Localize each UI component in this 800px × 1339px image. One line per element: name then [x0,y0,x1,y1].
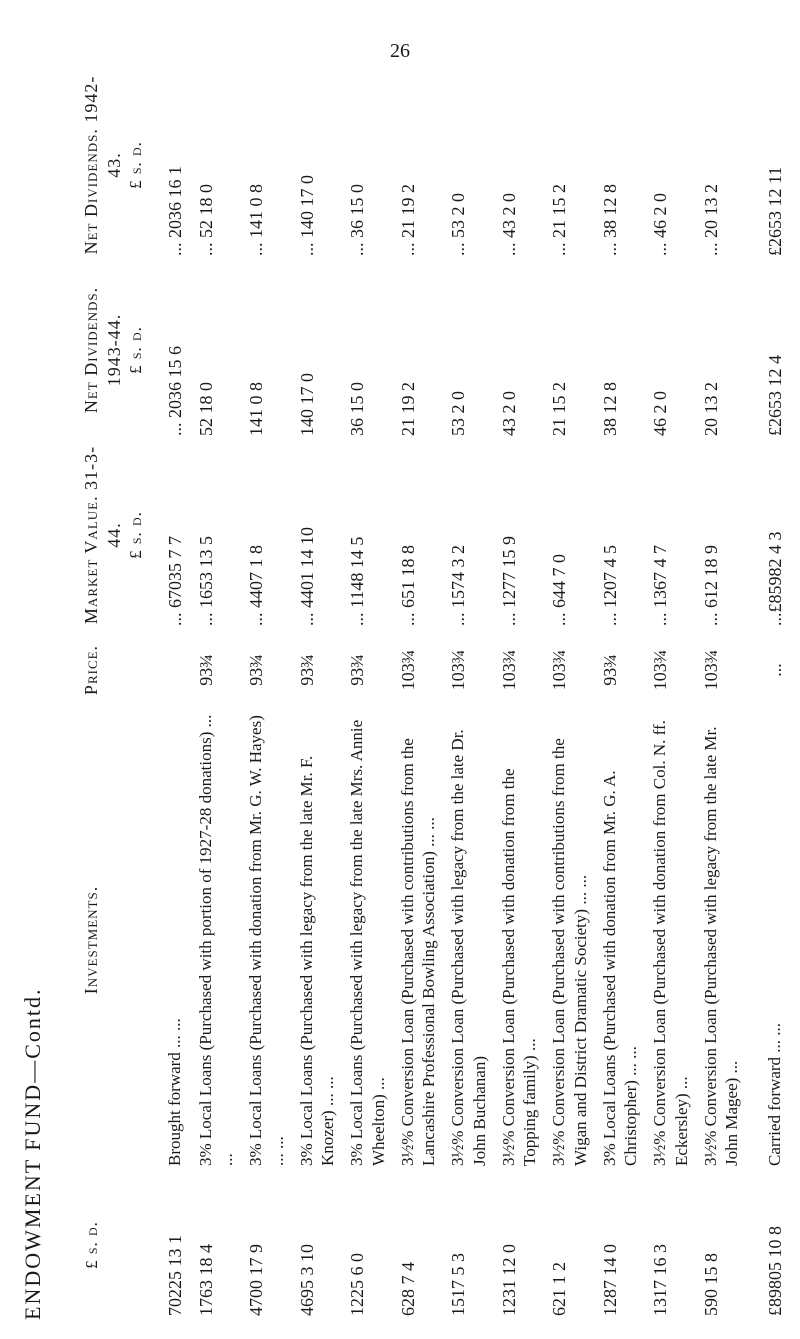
table-row [544,70,595,1320]
price-header: Price. [81,644,101,696]
total-dividend-1943-44-cell: £2653 12 4 [765,355,786,436]
table-row [696,70,747,1320]
market-value-cell: ... 1277 15 9 [498,536,519,626]
dividend-1943-44-cell: 38 12 8 [599,382,620,436]
dividend-1942-43-cell: ... 43 2 0 [498,193,519,256]
table-row [292,70,343,1320]
market-value-cell: ... 1207 4 5 [599,545,620,626]
price-cell: 103¾ [650,649,671,691]
dividend-1943-44-cell: ... 2036 15 6 [165,346,186,436]
price-cell: 93¾ [599,654,620,686]
investment-cell: 3% Local Loans (Purchased with donation from Mr. G. W. Hayes) ... ... [246,715,287,1166]
net-dividends-1943-44-header: Net Dividends. 1943-44. £ s. d. [81,286,145,414]
total-amount-cell: £89805 10 8 [765,1226,786,1316]
table-row [160,70,191,1320]
market-value-cell: ... 651 18 8 [397,545,418,626]
amount-cell: 4700 17 9 [246,1244,267,1316]
amount-cell: 621 1 2 [549,1262,570,1316]
dividend-1942-43-cell: ... 21 15 2 [549,184,570,256]
amount-cell: 1231 12 0 [498,1244,519,1316]
price-cell: 93¾ [195,654,216,686]
table-row [595,70,646,1320]
total-row [746,70,791,1320]
net-dividends-1942-43-header: Net Dividends. 1942-43. £ s. d. [81,75,145,255]
amount-cell: 628 7 4 [397,1262,418,1316]
amount-cell: 1517 5 3 [448,1253,469,1316]
dividend-1942-43-cell: ... 21 19 2 [397,184,418,256]
dividend-1942-43-cell: ... 36 15 0 [347,184,368,256]
table-row [241,70,292,1320]
investment-cell: 3½% Conversion Loan (Purchased with contributions from the Wigan and District Dramatic Society) ... ... [549,738,590,1166]
market-value-cell: ... 644 7 0 [549,554,570,626]
amount-cell: 590 15 8 [700,1253,721,1316]
dividend-1942-43-cell: ... 2036 16 1 [165,166,186,256]
market-value-cell: ... 1653 13 5 [195,536,216,626]
dividend-1942-43-cell: ... 53 2 0 [448,193,469,256]
price-cell: 93¾ [246,654,267,686]
total-price-cell: ... [765,663,786,677]
investment-cell: 3% Local Loans (Purchased with donation from Mr. G. A. Christopher) ... ... [599,770,640,1166]
dividend-1943-44-cell: 53 2 0 [448,391,469,436]
dividend-1943-44-cell: 43 2 0 [498,391,519,436]
dividend-1942-43-cell: ... 140 17 0 [296,175,317,256]
dividend-1943-44-cell: 20 13 2 [700,382,721,436]
dividend-1943-44-cell: 140 17 0 [296,373,317,436]
market-value-cell: ... 1148 14 5 [347,536,368,626]
table-row [393,70,444,1320]
price-cell: 103¾ [498,649,519,691]
investment-cell: 3½% Conversion Loan (Purchased with donation from the Topping family) ... [498,768,539,1166]
investment-cell: 3% Local Loans (Purchased with legacy from the late Mr. F. Knozer) ... ... [296,755,337,1166]
market-value-header: Market Value. 31-3-44. £ s. d. [81,445,145,625]
amount-cell: 1287 14 0 [599,1244,620,1316]
investment-cell: 3½% Conversion Loan (Purchased with legacy from the late Dr. John Buchanan) [448,729,489,1166]
total-market-value-cell: ...£85982 4 3 [765,531,786,626]
dividend-1942-43-cell: ... 52 18 0 [195,184,216,256]
table-row [443,70,494,1320]
total-dividend-1942-43-cell: £2653 12 11 [765,166,786,256]
amount-cell: 1317 16 3 [650,1244,671,1316]
market-value-cell: ... 67035 7 7 [165,536,186,626]
price-cell [160,630,191,710]
dividend-1942-43-cell: ... 38 12 8 [599,184,620,256]
table-row [494,70,545,1320]
price-cell: 93¾ [296,654,317,686]
amount-cell: 1763 18 4 [195,1244,216,1316]
dividend-1943-44-cell: 21 15 2 [549,382,570,436]
amount-header: £ s. d. [82,1221,101,1269]
price-cell: 103¾ [397,649,418,691]
market-value-cell: ... 1367 4 7 [650,545,671,626]
investment-cell: 3½% Conversion Loan (Purchased with legacy from the late Mr. John Magee) ... [700,726,741,1166]
dividend-1943-44-cell: 21 19 2 [397,382,418,436]
dividend-1943-44-cell: 52 18 0 [195,382,216,436]
investment-cell: Brought forward ... ... [165,1018,185,1166]
price-cell: 103¾ [700,649,721,691]
market-value-cell: ... 4401 14 10 [296,527,317,626]
table-row [645,70,696,1320]
amount-cell: 1225 6 0 [347,1253,368,1316]
investment-cell: 3% Local Loans (Purchased with legacy from the late Mrs. Annie Wheelton) ... [347,719,388,1166]
price-cell: 93¾ [347,654,368,686]
market-value-cell: ... 612 18 9 [700,545,721,626]
investment-cell: 3% Local Loans (Purchased with portion of 1927-28 donations) ... ... [195,714,236,1166]
endowment-fund-table [80,70,791,1320]
page-title: ENDOWMENT FUND—Contd. [20,987,45,1320]
table-row [342,70,393,1320]
dividend-1942-43-cell: ... 46 2 0 [650,193,671,256]
dividend-1943-44-cell: 141 0 8 [246,382,267,436]
dividend-1943-44-cell: 36 15 0 [347,382,368,436]
price-cell: 103¾ [549,649,570,691]
amount-cell: 70225 13 1 [165,1235,186,1316]
total-investment-cell: Carried forward ... ... [765,1022,785,1166]
table-row [191,70,242,1320]
amount-cell: 4695 3 10 [296,1244,317,1316]
investment-cell: 3½% Conversion Loan (Purchased with donation from Col. N. ff. Eckersley) ... [650,720,691,1166]
dividend-1943-44-cell: 46 2 0 [650,391,671,436]
page-number: 26 [390,40,410,62]
price-cell: 103¾ [448,649,469,691]
investments-header: Investments. [81,885,101,995]
dividend-1942-43-cell: ... 20 13 2 [700,184,721,256]
header-row [80,70,160,1320]
dividend-1942-43-cell: ... 141 0 8 [246,184,267,256]
market-value-cell: ... 4407 1 8 [246,545,267,626]
investment-cell: 3½% Conversion Loan (Purchased with contributions from the Lancashire Professional Bowling Association) ... ... [397,738,438,1166]
market-value-cell: ... 1574 3 2 [448,545,469,626]
rotated-ledger [20,70,786,1320]
